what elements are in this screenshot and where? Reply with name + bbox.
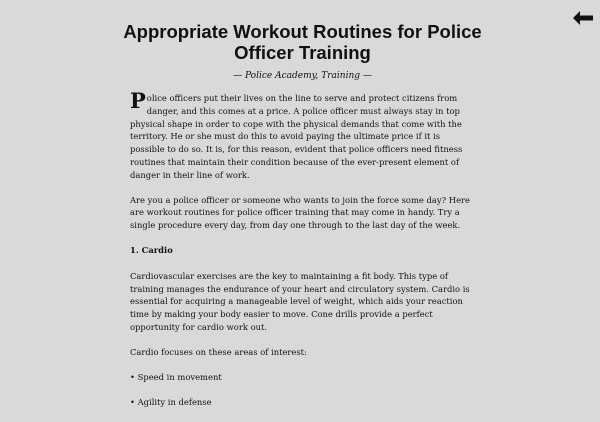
drop-cap: P xyxy=(130,88,146,113)
article-title: Appropriate Workout Routines for Police Officer Training xyxy=(123,21,482,63)
paragraph: Cardio focuses on these areas of interest: xyxy=(130,346,307,357)
paragraph: Are you a police officer or someone who wants to join the force some day? Here are workout routines for police officer training that may come in handy. Try a single procedure every day, from day one through to the last day of the week. xyxy=(130,194,470,231)
paragraph: Cardiovascular exercises are the key to maintaining a fit body. This type of training manages the endurance of your heart and circulatory system. Cardio is essential for acquiring a manageable level of weight, which aids your reaction time by making your body easier to move. Cone drills provide a perfect opportunity for cardio work out. xyxy=(130,270,470,332)
intro-text: olice officers put their lives on the line to serve and protect citizens from danger, and this comes at a price. A police officer must always stay in top physical shape in order to cope with the physical demands that come with the territory. He or she must do this to avoid paying the ultimate price if it is possible to do so. It is, for this reason, evident that police officers need fitness routines that maintain their condition because of the ever-present element of danger in their line of work. xyxy=(130,93,463,180)
intro-paragraph xyxy=(130,88,475,182)
article xyxy=(123,0,482,422)
section-heading: 1. Cardio xyxy=(130,244,173,255)
article-byline: — Police Academy, Training — xyxy=(233,71,372,81)
back-arrow-icon xyxy=(572,10,594,26)
list-item: • Agility in defense xyxy=(130,397,212,408)
back-button[interactable] xyxy=(572,10,594,26)
list-item: • Speed in movement xyxy=(130,371,222,382)
